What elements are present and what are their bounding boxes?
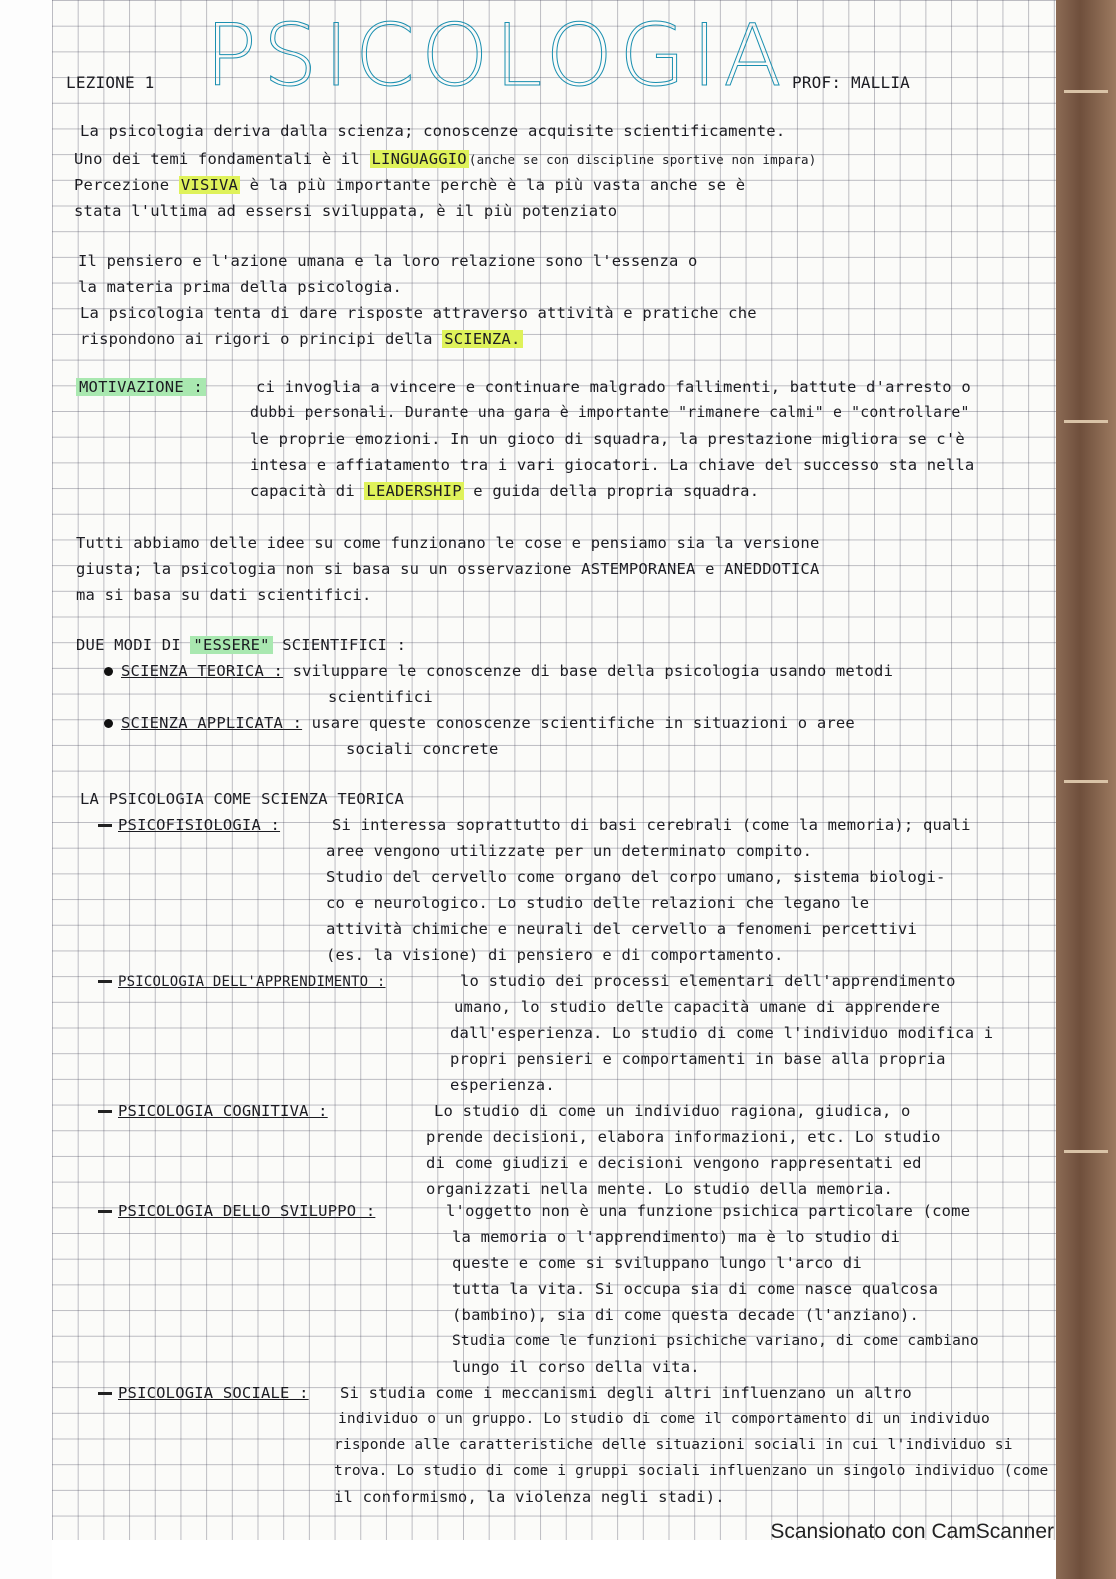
para3-line-1: Tutti abbiamo delle idee su come funzionano le cose e pensiamo sia la versione	[76, 534, 820, 552]
highlight-linguaggio: LINGUAGGIO	[371, 150, 467, 168]
scienza-teorica-cont: scientifici	[328, 688, 433, 706]
lesson-number: LEZIONE 1	[66, 73, 155, 92]
intro-aside: (anche se con discipline sportive non impara)	[468, 152, 817, 167]
highlight-scienza: SCIENZA.	[444, 330, 521, 348]
apprendimento-line: lo studio dei processi elementari dell'apprendimento	[460, 972, 956, 990]
cognitiva-line: di come giudizi e decisioni vengono rappresentati ed	[426, 1154, 922, 1172]
sociale-line: il conformismo, la violenza negli stadi).	[334, 1488, 725, 1506]
motivazione-text: capacità di	[250, 482, 355, 500]
dash-icon	[98, 1110, 112, 1113]
apprendimento-line: esperienza.	[450, 1076, 555, 1094]
motivazione-text: e guida della propria squadra.	[473, 482, 760, 500]
para2-line-2: la materia prima della psicologia.	[78, 278, 403, 296]
scienza-applicata-text: usare queste conoscenze scientifiche in situazioni o aree	[311, 714, 855, 732]
page-margin	[0, 0, 52, 1579]
intro-line-4: stata l'ultima ad essersi sviluppata, è il più potenziato	[74, 202, 618, 220]
dash-icon	[98, 980, 112, 983]
apprendimento-term: PSICOLOGIA DELL'APPRENDIMENTO :	[118, 974, 386, 990]
scienza-teorica-item	[104, 658, 893, 684]
psicofisiologia-line: Studio del cervello come organo del corpo umano, sistema biologi-	[326, 868, 946, 886]
intro-line-3	[74, 172, 745, 198]
due-modi-text: DUE MODI DI	[76, 636, 181, 654]
motivazione-line-2: dubbi personali. Durante una gara è importante "rimanere calmi" e "controllare"	[250, 404, 970, 421]
sviluppo-line: (bambino), sia di come questa decade (l'anziano).	[452, 1306, 920, 1324]
para2-line-3: La psicologia tenta di dare risposte attraverso attività e pratiche che	[80, 304, 757, 322]
psicofisiologia-line: Si interessa soprattutto di basi cerebrali (come la memoria); quali	[332, 816, 971, 834]
scienza-applicata-item	[104, 710, 855, 736]
motivazione-line-5	[250, 478, 759, 504]
cognitiva-line: Lo studio di come un individuo ragiona, giudica, o	[434, 1102, 911, 1120]
sviluppo-term-row	[98, 1198, 375, 1224]
highlight-leadership: LEADERSHIP	[366, 482, 462, 500]
desk-edge	[1056, 0, 1116, 1579]
para3-line-2: giusta; la psicologia non si basa su un osservazione ASTEMPORANEA e ANEDDOTICA	[76, 560, 820, 578]
due-modi-text: SCIENTIFICI :	[282, 636, 407, 654]
apprendimento-term-row	[98, 968, 386, 995]
psicofisiologia-line: aree vengono utilizzate per un determinato compito.	[326, 842, 813, 860]
psicofisiologia-line: co e neurologico. Lo studio delle relazioni che legano le	[326, 894, 870, 912]
dash-icon	[98, 824, 112, 827]
sviluppo-line: Studia come le funzioni psichiche variano, di come cambiano	[452, 1333, 979, 1349]
sviluppo-line: la memoria o l'apprendimento) ma è lo studio di	[452, 1228, 900, 1246]
cognitiva-term: PSICOLOGIA COGNITIVA :	[118, 1102, 328, 1120]
dash-icon	[98, 1210, 112, 1213]
sociale-line: Si studia come i meccanismi degli altri influenzano un altro	[340, 1384, 912, 1402]
dash-icon	[98, 1392, 112, 1395]
scienza-applicata-cont: sociali concrete	[346, 740, 499, 758]
intro-line-2	[74, 146, 817, 173]
sviluppo-line: lungo il corso della vita.	[452, 1358, 700, 1376]
due-modi-heading	[76, 632, 406, 658]
cognitiva-term-row	[98, 1098, 328, 1124]
motivazione-line-3: le proprie emozioni. In un gioco di squadra, la prestazione migliora se c'è	[250, 430, 965, 448]
highlight-essere: "ESSERE"	[190, 636, 272, 654]
scanner-watermark: Scansionato con CamScanner	[770, 1520, 1054, 1543]
motivazione-line-4: intesa e affiatamento tra i vari giocatori. La chiave del successo sta nella	[250, 456, 975, 474]
sociale-line: trova. Lo studio di come i gruppi sociali influenzano un singolo individuo (come	[334, 1463, 1049, 1479]
sviluppo-term: PSICOLOGIA DELLO SVILUPPO :	[118, 1202, 376, 1220]
scienza-teorica-text: sviluppare le conoscenze di base della psicologia usando metodi	[292, 662, 894, 680]
sociale-term: PSICOLOGIA SOCIALE :	[118, 1384, 309, 1402]
psicofisiologia-line: (es. la visione) di pensiero e di comportamento.	[326, 946, 784, 964]
intro-text: Uno dei temi fondamentali è il	[74, 150, 360, 168]
sociale-line: individuo o un gruppo. Lo studio di come il comportamento di un individuo	[338, 1411, 990, 1427]
para3-line-3: ma si basa su dati scientifici.	[76, 586, 372, 604]
para2-text: rispondono ai rigori o principi della	[80, 330, 433, 348]
scienza-teorica-term: SCIENZA TEORICA :	[121, 662, 284, 680]
apprendimento-line: dall'esperienza. Lo studio di come l'individuo modifica i	[450, 1024, 994, 1042]
motivazione-line-1: ci invoglia a vincere e continuare malgrado fallimenti, battute d'arresto o	[256, 378, 971, 396]
sviluppo-line: l'oggetto non è una funzione psichica particolare (come	[446, 1202, 971, 1220]
sviluppo-line: tutta la vita. Si occupa sia di come nasce qualcosa	[452, 1280, 939, 1298]
para2-line-4	[80, 326, 523, 352]
psicofisiologia-term-row	[98, 812, 280, 838]
highlight-visiva: VISIVA	[180, 176, 239, 194]
motivazione-row	[76, 374, 206, 400]
motivazione-label: MOTIVAZIONE :	[76, 378, 206, 396]
teorica-heading: LA PSICOLOGIA COME SCIENZA TEORICA	[80, 790, 405, 808]
scienza-applicata-term: SCIENZA APPLICATA :	[121, 714, 303, 732]
cognitiva-line: organizzati nella mente. Lo studio della memoria.	[426, 1180, 894, 1198]
intro-text: è la più importante perchè è la più vasta anche se è	[249, 176, 746, 194]
psicofisiologia-line: attività chimiche e neurali del cervello a fenomeni percettivi	[326, 920, 917, 938]
sviluppo-line: queste e come si sviluppano lungo l'arco di	[452, 1254, 862, 1272]
sociale-line: risponde alle caratteristiche delle situazioni sociali in cui l'individuo si	[334, 1437, 1013, 1453]
page-title: PSICOLOGIA	[205, 6, 788, 106]
apprendimento-line: propri pensieri e comportamenti in base alla propria	[450, 1050, 946, 1068]
bullet-icon	[104, 667, 113, 676]
apprendimento-line: umano, lo studio delle capacità umane di apprendere	[454, 998, 941, 1016]
bullet-icon	[104, 719, 113, 728]
intro-line-1: La psicologia deriva dalla scienza; conoscenze acquisite scientificamente.	[80, 122, 786, 140]
sociale-term-row	[98, 1380, 309, 1406]
cognitiva-line: prende decisioni, elabora informazioni, etc. Lo studio	[426, 1128, 941, 1146]
psicofisiologia-term: PSICOFISIOLOGIA :	[118, 816, 281, 834]
intro-text: Percezione	[74, 176, 170, 194]
professor-name: PROF: MALLIA	[792, 73, 910, 92]
para2-line-1: Il pensiero e l'azione umana e la loro relazione sono l'essenza o	[78, 252, 698, 270]
